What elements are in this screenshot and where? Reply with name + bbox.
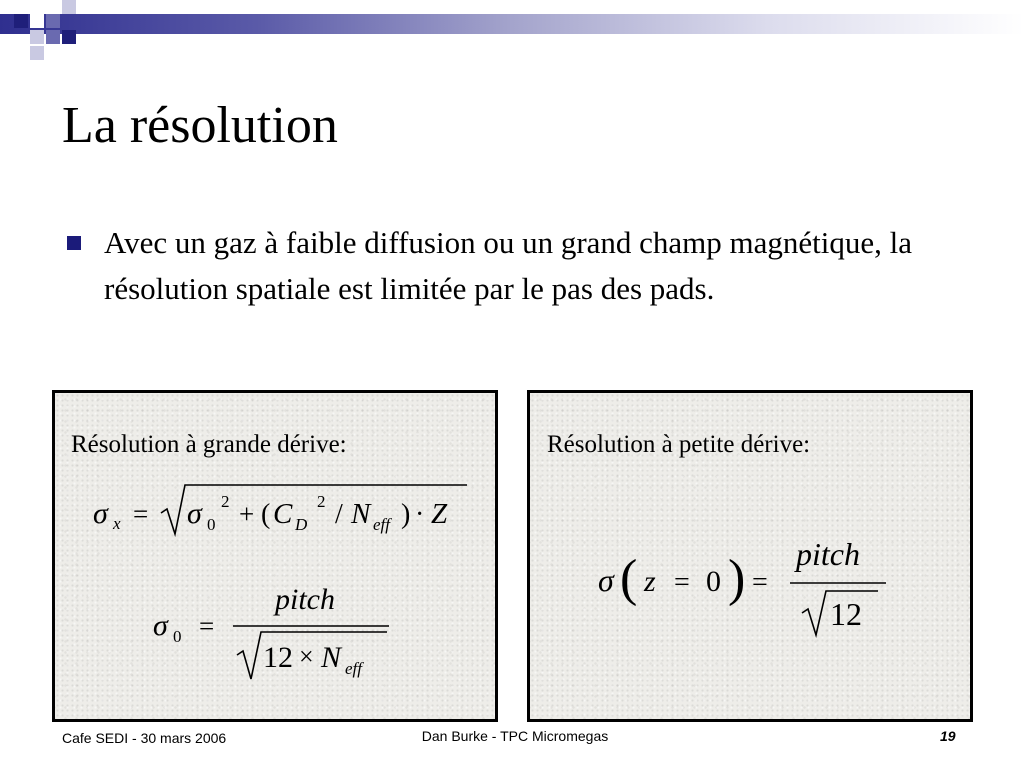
formula-N: N: [351, 498, 371, 530]
large-drift-panel: [52, 390, 498, 722]
header-decor-square: [62, 0, 76, 14]
footer-author: Dan Burke - TPC Micromegas: [421, 728, 609, 744]
formula-slash: /: [335, 499, 343, 530]
formula-equals: =: [752, 567, 768, 598]
large-drift-formula: [89, 479, 469, 539]
formula-subscript-0: 0: [173, 627, 182, 646]
formula-lparen: (: [620, 550, 638, 607]
small-drift-panel: [527, 390, 973, 722]
formula-lparen: (: [261, 499, 271, 530]
formula-plus: +: [239, 499, 255, 529]
footer-event: Cafe SEDI - 30 mars 2006: [62, 730, 227, 746]
formula-equals-inner: =: [674, 567, 690, 598]
formula-superscript-2b: 2: [317, 492, 326, 511]
formula-equals: =: [199, 611, 215, 641]
formula-twelve: 12: [830, 596, 862, 632]
formula-dot: ·: [415, 499, 425, 530]
header-gradient-bar: [0, 14, 1024, 34]
header-decor-square: [46, 30, 60, 44]
header-decor-square: [14, 14, 28, 28]
bullet-square-icon: [67, 236, 81, 250]
formula-subscript-x: x: [113, 514, 121, 533]
formula-numerator-pitch: pitch: [275, 583, 335, 616]
formula-superscript-2: 2: [221, 492, 230, 511]
formula-sigma: σ: [153, 609, 168, 642]
small-drift-formula: [594, 521, 894, 641]
formula-subscript-eff: eff: [345, 659, 362, 678]
formula-zero: 0: [706, 565, 721, 598]
header-decor-square: [46, 14, 60, 28]
header-decor-square: [62, 30, 76, 44]
formula-subscript-D: D: [295, 515, 308, 534]
header-decor-square: [30, 30, 44, 44]
sigma0-formula: [149, 573, 409, 683]
formula-sigma: σ: [598, 562, 614, 598]
large-drift-heading: Résolution à grande dérive:: [71, 431, 347, 458]
formula-N: N: [321, 641, 342, 674]
header-decor-square: [30, 46, 44, 60]
formula-z: z: [644, 565, 656, 598]
formula-twelve: 12: [263, 641, 293, 674]
formula-subscript-0: 0: [207, 515, 216, 534]
formula-C: C: [273, 498, 293, 530]
footer-page-number: 19: [940, 728, 956, 744]
formula-sigma: σ: [93, 497, 108, 530]
bullet-text: Avec un gaz à faible diffusion ou un grand champ magnétique, la résolution spatiale est limitée par le pas des pads.: [104, 225, 913, 306]
formula-rparen: ): [728, 550, 746, 607]
formula-sigma0: σ: [187, 497, 202, 530]
formula-Z: Z: [431, 498, 448, 530]
slide-title: La résolution: [62, 97, 338, 154]
formula-times: ×: [299, 642, 314, 671]
small-drift-heading: Résolution à petite dérive:: [547, 431, 811, 458]
formula-subscript-eff: eff: [373, 515, 390, 534]
formula-equals: =: [133, 499, 149, 529]
formula-rparen: ): [401, 499, 411, 530]
formula-numerator-pitch: pitch: [796, 536, 860, 572]
header-decor-square: [30, 14, 44, 28]
